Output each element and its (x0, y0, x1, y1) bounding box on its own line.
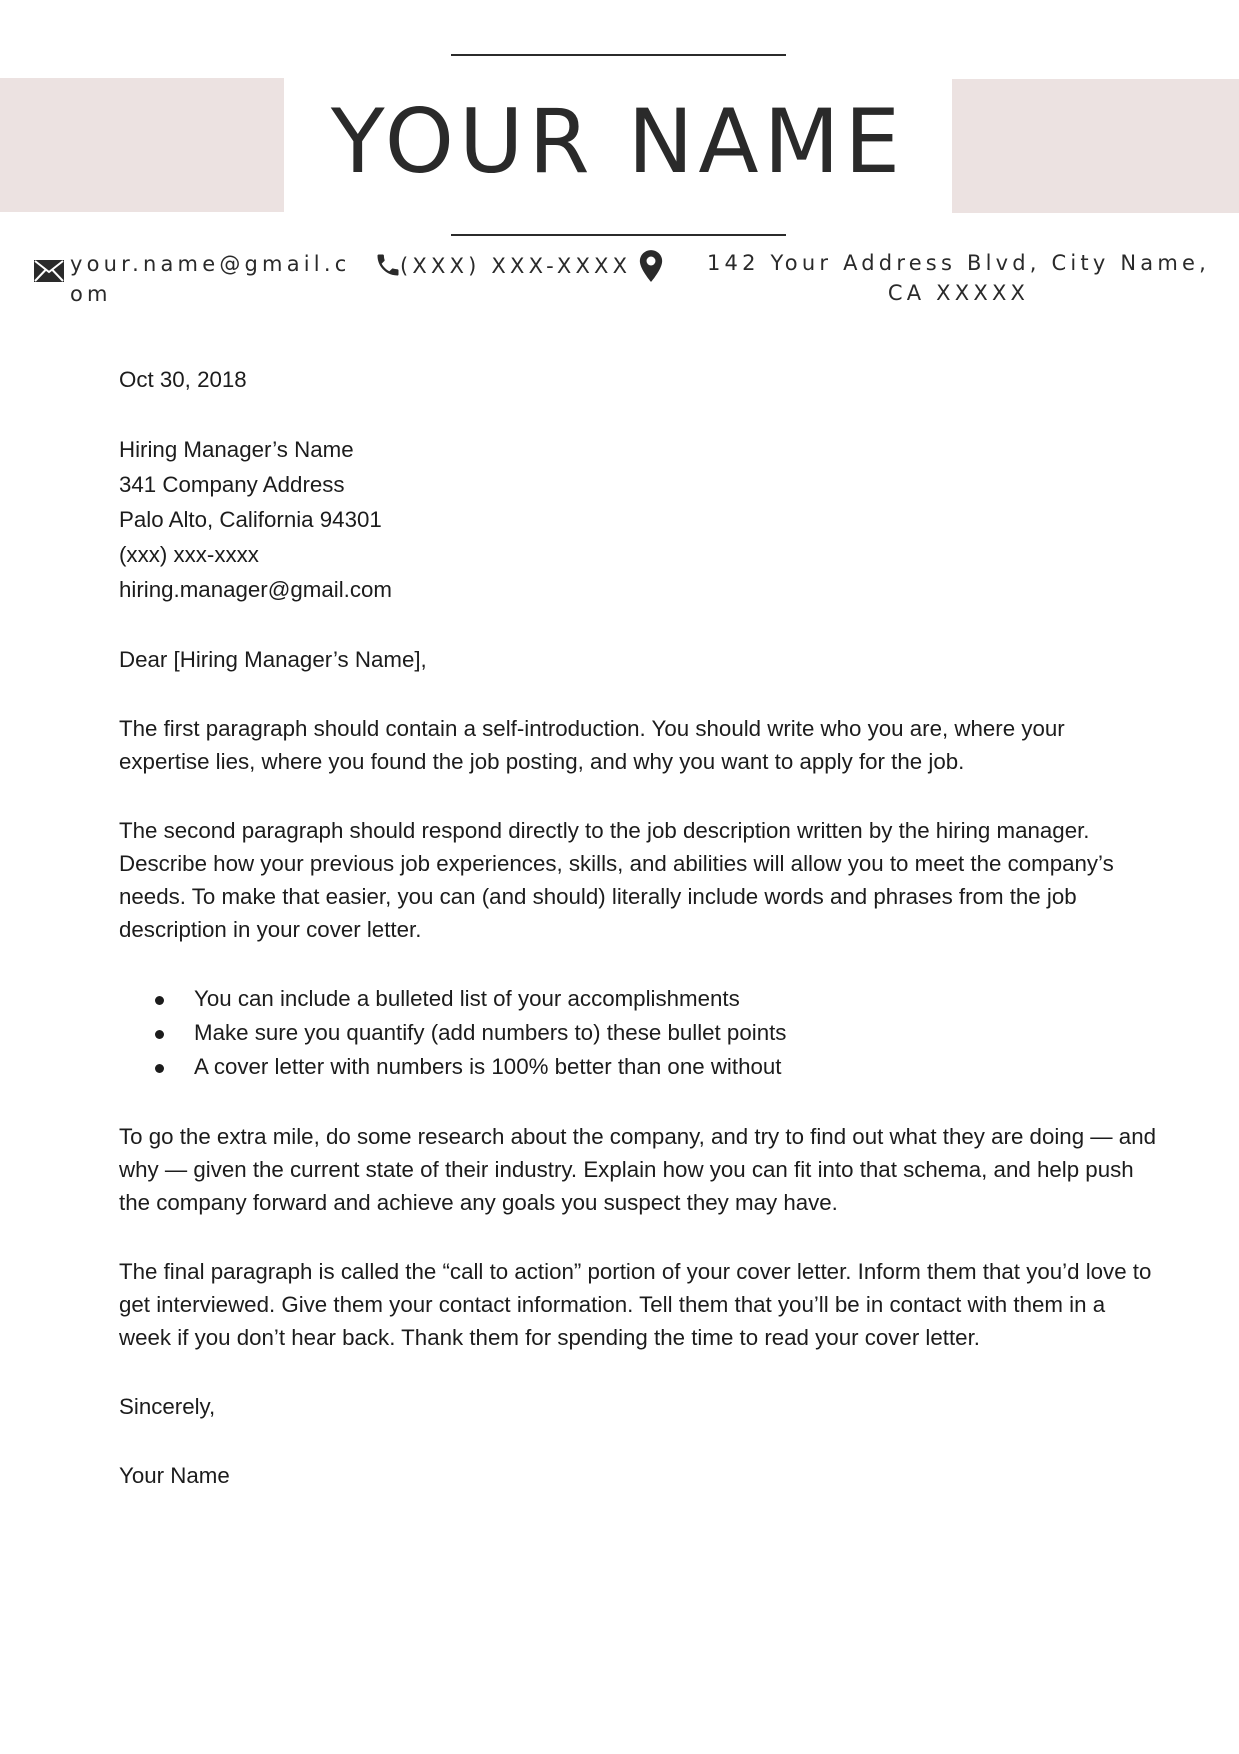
header-band-right (952, 79, 1239, 213)
bullet-icon (155, 1064, 164, 1073)
list-item (194, 1016, 1159, 1050)
list-item-text: You can include a bulleted list of your accomplishments (194, 986, 740, 1011)
bullet-icon (155, 996, 164, 1005)
map-pin-icon (638, 249, 664, 283)
list-item-text: Make sure you quantify (add numbers to) these bullet points (194, 1020, 787, 1045)
accomplishment-list (119, 982, 1159, 1084)
envelope-icon (33, 259, 65, 283)
recipient-block (119, 432, 1159, 607)
salutation: Dear [Hiring Manager’s Name], (119, 647, 427, 672)
recipient-street: 341 Company Address (119, 472, 345, 497)
header-rule-bottom (451, 234, 786, 236)
recipient-email: hiring.manager@gmail.com (119, 577, 392, 602)
contact-address (636, 248, 1226, 305)
contact-email (33, 248, 353, 306)
letter-body (119, 363, 1159, 1528)
contact-address-text: 142 Your Address Blvd, City Name, CA XXXXX (707, 251, 1210, 305)
body-paragraph: The second paragraph should respond directly to the job description written by the hiring manager. Describe how your previous job experiences, skills, and abilities will allow you to meet the company’s needs. To make that easier, you can (and should) literally include words and phrases from the job description in your cover letter. (119, 818, 1114, 942)
signature: Your Name (119, 1463, 230, 1488)
list-item (194, 1050, 1159, 1084)
applicant-name: YOUR NAME (330, 90, 906, 193)
recipient-city: Palo Alto, California 94301 (119, 507, 382, 532)
list-item (194, 982, 1159, 1016)
header-band-left (0, 78, 284, 212)
header-rule-top (451, 54, 786, 56)
letter-date: Oct 30, 2018 (119, 367, 247, 392)
recipient-name: Hiring Manager’s Name (119, 437, 354, 462)
phone-icon (374, 251, 402, 279)
body-paragraph: The first paragraph should contain a self-introduction. You should write who you are, where your expertise lies, where you found the job posting, and why you want to apply for the job. (119, 716, 1065, 774)
body-paragraph: To go the extra mile, do some research about the company, and try to find out what they are doing — and why — given the current state of their industry. Explain how you can fit into that schema, and help push the company forward and achieve any goals you suspect they may have. (119, 1124, 1156, 1215)
contact-phone (373, 248, 643, 290)
contact-email-text: your.name@gmail.com (70, 252, 351, 306)
closing: Sincerely, (119, 1394, 216, 1419)
bullet-icon (155, 1030, 164, 1039)
recipient-phone: (xxx) xxx-xxxx (119, 542, 259, 567)
list-item-text: A cover letter with numbers is 100% better than one without (194, 1054, 782, 1079)
contact-phone-text: (XXX) XXX-XXXX (400, 254, 632, 278)
body-paragraph: The final paragraph is called the “call to action” portion of your cover letter. Inform them that you’d love to get interviewed. Give them your contact information. Tell them that you’ll be in contact with them in a week if you don’t hear back. Thank them for spending the time to read your cover letter. (119, 1259, 1152, 1350)
